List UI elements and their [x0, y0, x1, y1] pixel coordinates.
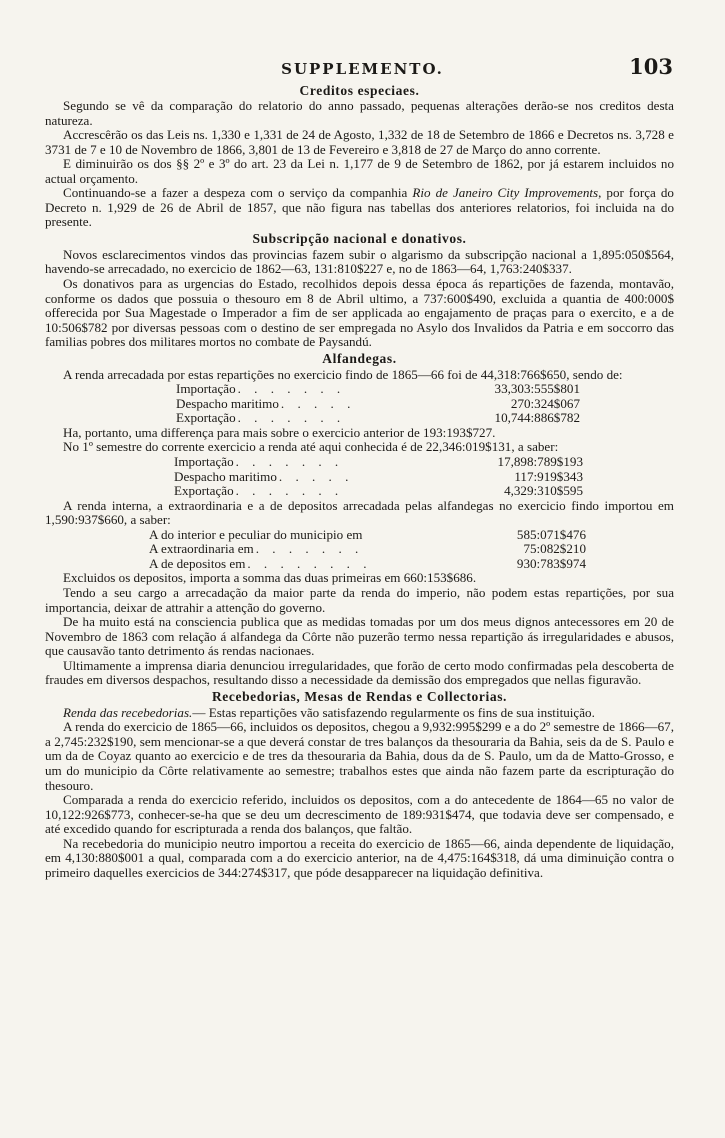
paragraph-text: Continuando-se a fazer a despeza com o serviço da companhia	[63, 185, 413, 201]
table-row	[176, 411, 580, 426]
paragraph: A renda arrecadada por estas repartições no exercicio findo de 1865—66 foi de 44,318:766$650, sendo de:	[63, 366, 623, 382]
paragraph-text: , por força do Decreto n. 1,929 de 26 de Abril de 1857, que não figura nas tabellas dos anteriores relatorios, foi incluida na do presente.	[45, 185, 674, 230]
paragraph: Na recebedoria do municipio neutro importou a receita do exercicio de 1865—66, ainda dependente de liquidação, em 4,130:880$001 a qual, comparada com a do exercicio anterior, na de 4,475:164$318, dá uma diminuição contra o primeiro daquelles exercicios de 344:274$317, que póde desapparecer na liquidação definitiva.	[45, 835, 674, 880]
paragraph: Ha, portanto, uma differença para mais sobre o exercicio anterior de 193:193$727.	[63, 424, 496, 440]
row-value: 117:919$343	[514, 468, 583, 484]
row-value: 75:082$210	[523, 541, 586, 557]
paragraph: Segundo se vê da comparação do relatorio do anno passado, pequenas alterações derão-se nos creditos desta natureza.	[45, 98, 674, 128]
row-label: Despacho maritimo	[176, 395, 279, 411]
paragraph: Ultimamente a imprensa diaria denunciou irregularidades, que forão de certo modo confirmadas pela descoberta de fraudes em diversos despachos, resultando disso a necessidade da demissão dos empregados que nellas figuravão.	[45, 657, 674, 688]
paragraph: Novos esclarecimentos vindos das provincias fazem subir o algarismo da subscripção nacional a 1,895:050$564, havendo-se arrecadado, no exercicio de 1862—63, 131:810$227 e, no de 1863—64, 1,763:240$337.	[45, 246, 674, 277]
table-row	[176, 382, 580, 397]
row-value: 270:324$067	[510, 395, 580, 411]
paragraph: Tendo a seu cargo a arrecadação da maior parte da renda do imperio, não podem estas repartições, por sua importancia, deixar de attrahir a attenção do governo.	[45, 584, 674, 615]
paragraph: E diminuirão os dos §§ 2º e 3º do art. 23 da Lei n. 1,177 de 9 de Setembro de 1862, por já estarem incluidos no actual orçamento.	[45, 156, 674, 186]
paragraph: Os donativos para as urgencias do Estado, recolhidos depois dessa época ás repartições de fazenda, montavão, conforme os dados que possuia o thesouro em 8 de Abril ultimo, a 737:600$490, excluida a quantia de 400:000$ offerecida por Sua Magestade o Imperador a fim de ser applicada ao engajamento de praças para o exercito, e a de 10:506$782 por diversas pessoas com o destino de ser empregada no Asylo dos Invalidos da Patria e em soccorro das familias pobres dos militares mortos no combate de Paysandú.	[45, 276, 674, 350]
paragraph	[45, 186, 674, 230]
page-number: 103	[629, 54, 673, 79]
table-row	[149, 528, 586, 543]
row-label: Exportação	[174, 483, 234, 499]
page-body	[45, 83, 674, 880]
table-row	[149, 557, 586, 572]
row-label: A de depositos em	[149, 555, 246, 571]
paragraph: Comparada a renda do exercicio referido, incluidos os depositos, com a do antecedente de 1864—65 no valor de 10,122:926$773, conhecer-se-ha que se deu um decrescimento de 189:931$474, que todavia deve ser compensado, e até excedido quando for escripturada a renda dos balanços, que faltão.	[45, 792, 674, 837]
section-heading-subscripcao: Subscripção nacional e donativos.	[252, 230, 467, 246]
row-value: 17,898:789$193	[497, 454, 583, 470]
paragraph	[45, 706, 674, 721]
paragraph: Excluidos os depositos, importa a somma das duas primeiras em 660:153$686.	[63, 570, 477, 586]
leader-dots: . . . . . . . .	[247, 556, 372, 571]
leader-dots: . . . . . . .	[235, 455, 344, 470]
leader-dots: . . . . . . .	[237, 411, 346, 426]
row-value: 585:071$476	[516, 526, 586, 542]
table-row	[174, 484, 583, 499]
row-label: Importação	[174, 454, 234, 470]
table-row	[174, 455, 583, 470]
revenue-table-1st-semester	[174, 455, 583, 499]
section-heading-recebedorias: Recebedorias, Mesas de Rendas e Collectorias.	[211, 688, 508, 704]
leader-dots: . . . . .	[278, 469, 354, 484]
paragraph: Accrescêrão os das Leis ns. 1,330 e 1,331 de 24 de Agosto, 1,332 de 18 de Setembro de 1866 e Decretos ns. 3,728 e 3731 de 7 e 10 de Novembro de 1866, 3,801 de 13 de Fevereiro e 3,818 de 27 de Março do anno corrente.	[45, 127, 674, 157]
leader-dots: . . . . .	[280, 396, 356, 411]
row-label: Exportação	[176, 410, 236, 426]
revenue-table-1865-66	[176, 382, 580, 426]
paragraph: A renda do exercicio de 1865—66, incluidos os depositos, chegou a 9,932:995$299 e a do 2º semestre de 1866—67, a 2,745:232$190, sem mencionar-se a que deverá constar de tres balanços da thesouraria da Bahia, seis da de S. Paulo e um da de Coyaz quanto ao exercicio e de tres da thesouraria da Bahia, dous da de S. Paulo, um da de Matto-Grosso, e um do municipio da Côrte relativamente ao semestre; trabalhos estes que ainda não fazem parte da escripturação do thesouro.	[45, 719, 674, 793]
row-value: 4,329:310$595	[504, 483, 583, 499]
page-header	[0, 54, 725, 82]
paragraph: De ha muito está na consciencia publica que as medidas tomadas por um dos meus dignos antecessores em 20 de Novembro de 1863 com relação á alfandega da Côrte não puzerão termo nessa repartição ás irregularidades e abusos, que causavão tanto detrimento ás rendas nacionaes.	[45, 614, 674, 659]
row-value: 33,303:555$801	[494, 381, 580, 397]
row-value: 930:783$974	[516, 555, 586, 571]
table-row	[176, 397, 580, 412]
leader-dots: . . . . . . .	[237, 382, 346, 397]
leader-dots: . . . . . . .	[235, 484, 344, 499]
subsection-title: Renda das recebedorias.	[63, 704, 193, 720]
paragraph: A renda interna, a extraordinaria e a de depositos arrecadada pelas alfandegas no exercicio findo importou em 1,590:937$660, a saber:	[45, 497, 674, 528]
paragraph: No 1º semestre do corrente exercicio a renda até aqui conhecida é de 22,346:019$131, a saber:	[63, 439, 559, 455]
table-row	[149, 542, 586, 557]
internal-revenue-table	[149, 528, 586, 572]
section-heading-alfandegas: Alfandegas.	[322, 350, 397, 366]
paragraph-text: — Estas repartições vão satisfazendo regularmente os fins de sua instituição.	[192, 704, 595, 720]
running-title: SUPPLEMENTO.	[281, 60, 444, 78]
row-label: Importação	[176, 381, 236, 397]
section-heading-creditos: Creditos especiaes.	[299, 83, 420, 98]
row-label: A do interior e peculiar do municipio em	[149, 526, 363, 542]
company-name: Rio de Janeiro City Improvements	[412, 185, 599, 201]
row-value: 10,744:886$782	[494, 410, 580, 426]
table-row	[174, 470, 583, 485]
leader-dots: . . . . . . .	[255, 542, 364, 557]
row-label: A extraordinaria em	[149, 541, 254, 557]
row-label: Despacho maritimo	[174, 468, 277, 484]
